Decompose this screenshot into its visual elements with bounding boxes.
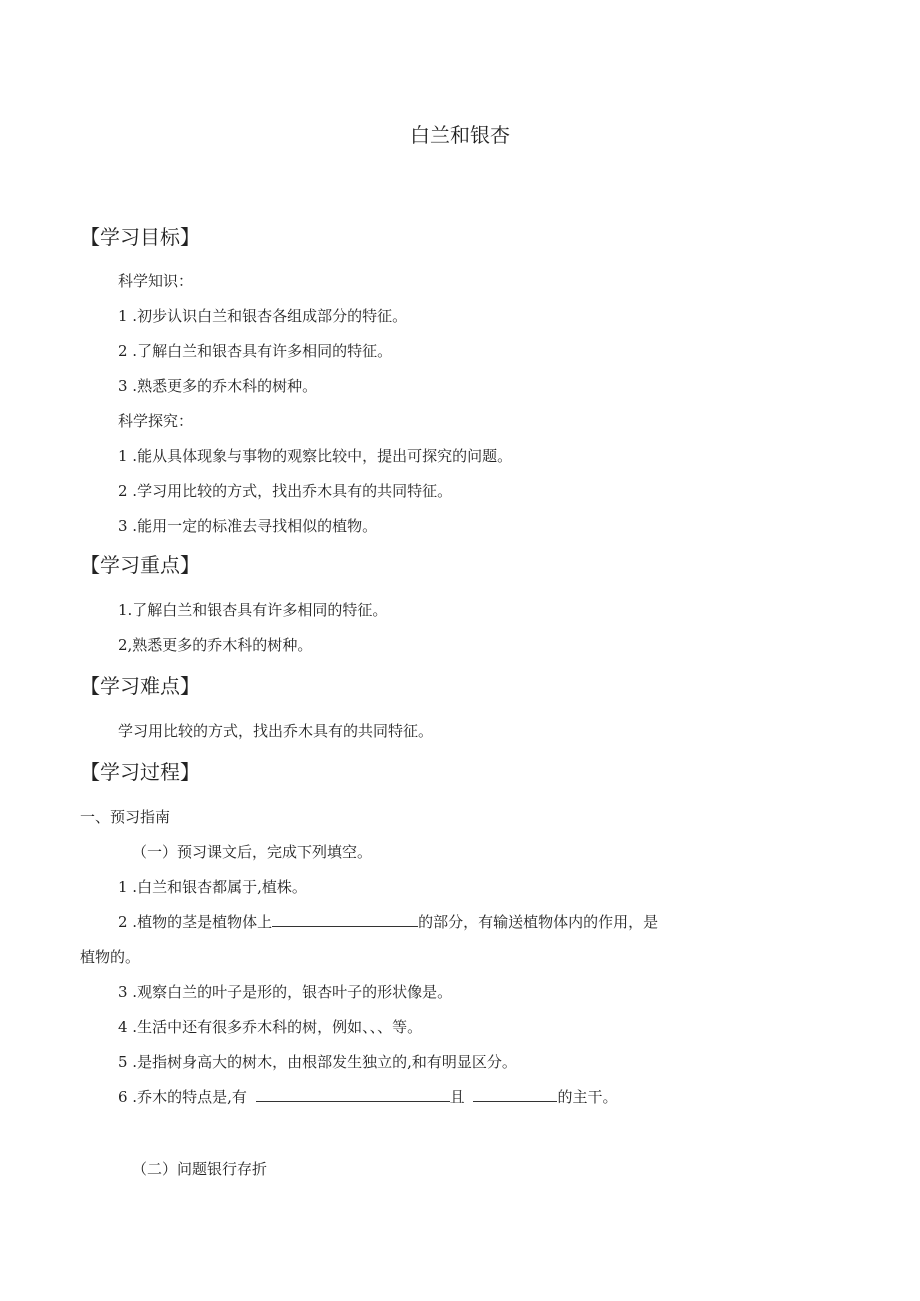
knowledge-item-1: 1 .初步认识白兰和银杏各组成部分的特征。 xyxy=(118,307,408,325)
heading-key-points: 【学习重点】 xyxy=(80,553,200,577)
question-3: 3 .观察白兰的叶子是形的，银杏叶子的形状像是。 xyxy=(118,983,453,1001)
sub1-label: （一）预习课文后，完成下列填空。 xyxy=(132,843,373,861)
question-2 xyxy=(118,912,658,932)
inquiry-item-2: 2 .学习用比较的方式，找出乔木具有的共同特征。 xyxy=(118,482,453,500)
inquiry-label: 科学探究： xyxy=(118,412,194,430)
difficulty-text: 学习用比较的方式，找出乔木具有的共同特征。 xyxy=(118,722,434,740)
heading-objectives: 【学习目标】 xyxy=(80,225,200,249)
knowledge-item-2: 2 .了解白兰和银杏具有许多相同的特征。 xyxy=(118,342,393,360)
key-point-1: 1.了解白兰和银杏具有许多相同的特征。 xyxy=(118,601,388,619)
knowledge-item-3: 3 .熟悉更多的乔木科的树种。 xyxy=(118,377,318,395)
key-point-2: 2,熟悉更多的乔木科的树种。 xyxy=(118,636,313,654)
question-6-start: 6 .乔木的特点是,有 xyxy=(118,1088,247,1106)
heading-process: 【学习过程】 xyxy=(80,760,200,784)
question-1: 1 .白兰和银杏都属于,植株。 xyxy=(118,878,307,896)
part1-label: 一、预习指南 xyxy=(80,808,171,826)
question-6-middle: 且 xyxy=(449,1088,465,1106)
question-4: 4 .生活中还有很多乔木科的树，例如、、、等。 xyxy=(118,1018,423,1036)
heading-difficulties: 【学习难点】 xyxy=(80,674,200,698)
inquiry-item-1: 1 .能从具体现象与事物的观察比较中，提出可探究的问题。 xyxy=(118,447,513,465)
question-2-continuation: 植物的。 xyxy=(80,948,141,966)
question-6-end: 的主干。 xyxy=(557,1088,618,1106)
fill-blank[interactable] xyxy=(256,1087,450,1102)
inquiry-item-3: 3 .能用一定的标准去寻找相似的植物。 xyxy=(118,517,378,535)
question-6 xyxy=(118,1087,617,1107)
question-2-end: 的部分，有输送植物体内的作用，是 xyxy=(418,913,659,931)
knowledge-label: 科学知识： xyxy=(118,272,194,290)
fill-blank[interactable] xyxy=(473,1087,557,1102)
question-5: 5 .是指树身高大的树木，由根部发生独立的,和有明显区分。 xyxy=(118,1053,517,1071)
page-title: 白兰和银杏 xyxy=(410,123,510,147)
sub2-label: （二）问题银行存折 xyxy=(132,1160,268,1178)
fill-blank[interactable] xyxy=(272,912,418,927)
question-2-start: 2 .植物的茎是植物体上 xyxy=(118,913,273,931)
